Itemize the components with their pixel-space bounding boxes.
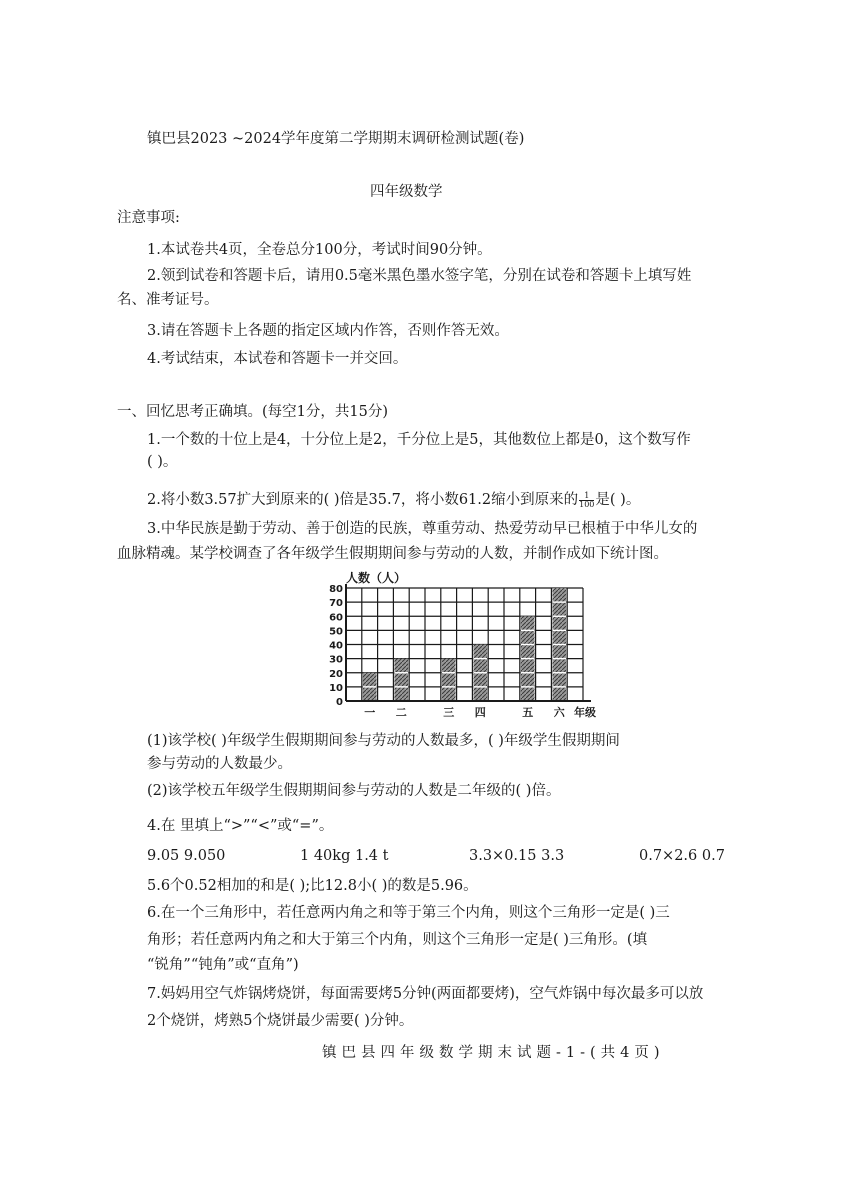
chart-category-label: 二	[395, 706, 407, 719]
question-1: 1.一个数的十位上是4，十分位上是2，千分位上是5，其他数位上都是0，这个数写作	[147, 432, 691, 448]
question-2	[147, 490, 640, 510]
chart-category-label: 六	[553, 706, 565, 719]
question-5: 5.6个0.52相加的和是( );比12.8小( )的数是5.96。	[147, 878, 478, 894]
chart-y-tick-label: 50	[329, 626, 343, 638]
chart-bar	[394, 659, 408, 701]
question-3-line2: 血脉精魂。某学校调查了各年级学生假期期间参与劳动的人数，并制作成如下统计图。	[117, 546, 668, 562]
question-4-item: 3.3×0.15 3.3	[469, 848, 565, 864]
chart-y-tick-label: 10	[329, 682, 343, 694]
question-6-line3: “锐角”“钝角”或“直角”)	[147, 957, 299, 973]
question-2-text-end: 是( )。	[595, 492, 641, 508]
chart-category-label: 五	[522, 706, 534, 719]
chart-y-tick-label: 20	[329, 668, 343, 680]
question-2-text: 2.将小数3.57扩大到原来的( )倍是35.7，将小数61.2缩小到原来的	[147, 492, 579, 508]
labor-bar-chart	[326, 570, 616, 720]
subject-title: 四年级数学	[370, 184, 443, 200]
chart-grid	[346, 588, 583, 701]
notice-item: 4.考试结束，本试卷和答题卡一并交回。	[147, 351, 408, 367]
question-3-sub-1-line2: 参与劳动的人数最少。	[147, 756, 292, 772]
question-7: 7.妈妈用空气炸锅烤烧饼，每面需要烤5分钟(两面都要烤)，空气炸锅中每次最多可以放	[147, 986, 704, 1002]
chart-category-label: 四	[474, 706, 486, 719]
question-4: 4.在 里填上“>”“<”或“=”。	[147, 818, 334, 834]
section-heading: 一、回忆思考正确填。(每空1分，共15分)	[117, 404, 388, 420]
notice-item: 名、准考证号。	[117, 292, 219, 308]
question-6-line2: 角形；若任意两内角之和大于第三个内角，则这个三角形一定是( )三角形。(填	[147, 932, 648, 948]
question-1-blank: ( )。	[147, 454, 178, 470]
question-3-sub-2: (2)该学校五年级学生假期期间参与劳动的人数是二年级的( )倍。	[147, 783, 561, 799]
question-6: 6.在一个三角形中，若任意两内角之和等于第三个内角，则这个三角形一定是( )三	[147, 905, 670, 921]
question-4-item: 9.05 9.050	[147, 848, 226, 864]
chart-y-tick-label: 40	[329, 640, 343, 652]
page-footer: 镇巴县四年级数学期末试题-1-(共4页)	[322, 1045, 665, 1061]
chart-category-label: 三	[443, 706, 455, 719]
chart-y-tick-label: 0	[336, 697, 343, 708]
notice-item: 1.本试卷共4页，全卷总分100分，考试时间90分钟。	[147, 242, 492, 258]
notice-heading: 注意事项:	[117, 210, 180, 226]
question-3: 3.中华民族是勤于劳动、善于创造的民族，尊重劳动、热爱劳动早已根植于中华儿女的	[147, 521, 698, 537]
question-4-item: 1 40kg 1.4 t	[300, 848, 389, 864]
chart-bar	[442, 659, 456, 701]
chart-y-label: 人数（人）	[346, 571, 407, 585]
chart-y-tick-label: 70	[329, 598, 343, 610]
chart-y-tick-label: 60	[329, 612, 343, 624]
chart-categories	[364, 705, 566, 719]
chart-ticks	[329, 584, 343, 708]
exam-title: 镇巴县2023 ~2024学年度第二学期期末调研检测试题(卷)	[147, 131, 525, 147]
chart-y-tick-label: 30	[329, 654, 343, 666]
question-7-line2: 2个烧饼，烤熟5个烧饼最少需要( )分钟。	[147, 1013, 414, 1029]
question-3-sub-1: (1)该学校( )年级学生假期期间参与劳动的人数最多，( )年级学生假期期间	[147, 733, 620, 749]
notice-item: 2.领到试卷和答题卡后，请用0.5毫米黑色墨水签字笔，分别在试卷和答题卡上填写姓	[147, 268, 692, 284]
question-4-item: 0.7×2.6 0.7	[639, 848, 725, 864]
chart-category-label: 一	[364, 706, 376, 719]
chart-x-label: 年级	[574, 706, 596, 719]
notice-item: 3.请在答题卡上各题的指定区域内作答，否则作答无效。	[147, 323, 509, 339]
chart-y-tick-label: 80	[329, 584, 343, 595]
fraction-one-hundredth: $\frac{1}{100}$	[579, 490, 595, 509]
